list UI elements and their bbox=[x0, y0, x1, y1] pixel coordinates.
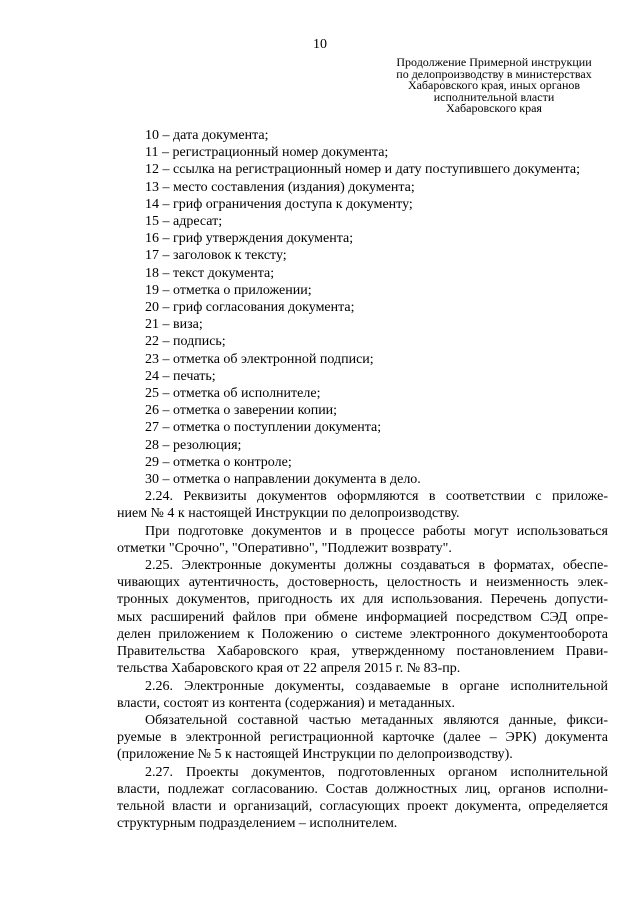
requisites-list bbox=[117, 127, 608, 488]
list-item: 23 – отметка об электронной подписи; bbox=[145, 351, 374, 367]
paragraph-line: отметки "Срочно", "Оперативно", "Подлежит возврату". bbox=[117, 540, 452, 556]
header-line: Хабаровского края, иных органов bbox=[407, 78, 581, 92]
list-item: 29 – отметка о контроле; bbox=[145, 454, 292, 470]
page-number: 10 bbox=[313, 37, 327, 52]
list-item: 21 – виза; bbox=[145, 317, 203, 333]
list-item: 14 – гриф ограничения доступа к документу; bbox=[145, 196, 413, 212]
paragraph-line: нием № 4 к настоящей Инструкции по делопроизводству. bbox=[117, 506, 460, 522]
list-item: 12 – ссылка на регистрационный номер и дату поступившего документа; bbox=[145, 162, 581, 178]
header-line: Продолжение Примерной инструкции bbox=[396, 55, 592, 69]
paragraph-line: 2.27. Проекты документов, подготовленных органом исполнительной bbox=[145, 764, 608, 780]
list-item: 22 – подпись; bbox=[145, 334, 226, 350]
list-item: 19 – отметка о приложении; bbox=[145, 282, 312, 298]
paragraph-line: тронных документов, пригодность их для использования. Перечень допусти- bbox=[117, 592, 608, 608]
list-item: 25 – отметка об исполнителе; bbox=[145, 386, 321, 402]
list-item: 27 – отметка о поступлении документа; bbox=[145, 420, 382, 436]
paragraph-line: власти, подлежат согласованию. Состав должностных лиц, органов исполни- bbox=[117, 781, 608, 797]
paragraph-line: мых расширений файлов при обмене информацией посредством СЭД опре- bbox=[117, 609, 608, 625]
paragraph-line: тельной власти и организаций, согласующих проект документа, определяется bbox=[117, 798, 608, 814]
paragraph-line: При подготовке документов и в процессе работы могут использоваться bbox=[145, 523, 608, 539]
header-line: Хабаровского края bbox=[446, 101, 542, 115]
list-item: 26 – отметка о заверении копии; bbox=[145, 403, 338, 419]
list-item: 30 – отметка о направлении документа в дело. bbox=[145, 472, 421, 488]
list-item: 18 – текст документа; bbox=[145, 265, 275, 281]
document-body bbox=[117, 127, 608, 832]
paragraph-2-25 bbox=[117, 557, 608, 677]
paragraph-2-26 bbox=[117, 678, 608, 712]
paragraph-line: структурным подразделением – исполнителем. bbox=[117, 816, 398, 832]
list-item: 11 – регистрационный номер документа; bbox=[145, 145, 389, 161]
list-item: 16 – гриф утверждения документа; bbox=[145, 231, 354, 247]
paragraph-line: Обязательной составной частью метаданных являются данные, фикси- bbox=[145, 712, 608, 728]
paragraph-line: 2.25. Электронные документы должны создаваться в форматах, обеспе- bbox=[145, 558, 608, 574]
list-item: 13 – место составления (издания) документа; bbox=[145, 179, 415, 195]
paragraph-metadata bbox=[117, 712, 608, 764]
document-header bbox=[370, 57, 618, 115]
paragraph-line: тельства Хабаровского края от 22 апреля 2015 г. № 83-пр. bbox=[117, 661, 461, 677]
paragraph-2-27 bbox=[117, 764, 608, 833]
paragraph-line: 2.24. Реквизиты документов оформляются в соответствии с приложе- bbox=[145, 489, 608, 505]
header-line: исполнительной власти bbox=[433, 89, 555, 104]
list-item: 28 – резолюция; bbox=[145, 437, 242, 453]
list-item: 24 – печать; bbox=[145, 368, 216, 384]
paragraph-line: делен приложением к Положению о системе электронного документооборота bbox=[117, 626, 608, 642]
paragraph-line: 2.26. Электронные документы, создаваемые в органе исполнительной bbox=[145, 678, 608, 694]
list-item: 10 – дата документа; bbox=[145, 128, 269, 143]
paragraph-line: руемые в электронной регистрационной карточке (далее – ЭРК) документа bbox=[117, 730, 608, 746]
paragraph-line: (приложение № 5 к настоящей Инструкции по делопроизводству). bbox=[117, 747, 513, 763]
header-line: по делопроизводству в министерствах bbox=[396, 66, 592, 81]
paragraph-line: власти, состоят из контента (содержания) и метаданных. bbox=[117, 695, 455, 711]
list-item: 15 – адресат; bbox=[145, 214, 223, 230]
paragraph-line: Правительства Хабаровского края, утвержденному постановлением Прави- bbox=[117, 644, 608, 660]
paragraph-2-24 bbox=[117, 488, 608, 522]
paragraph-line: чивающих аутентичность, достоверность, целостность и неизменность элек- bbox=[117, 575, 608, 591]
list-item: 17 – заголовок к тексту; bbox=[145, 248, 287, 264]
paragraph-marks bbox=[117, 523, 608, 557]
list-item: 20 – гриф согласования документа; bbox=[145, 300, 355, 316]
